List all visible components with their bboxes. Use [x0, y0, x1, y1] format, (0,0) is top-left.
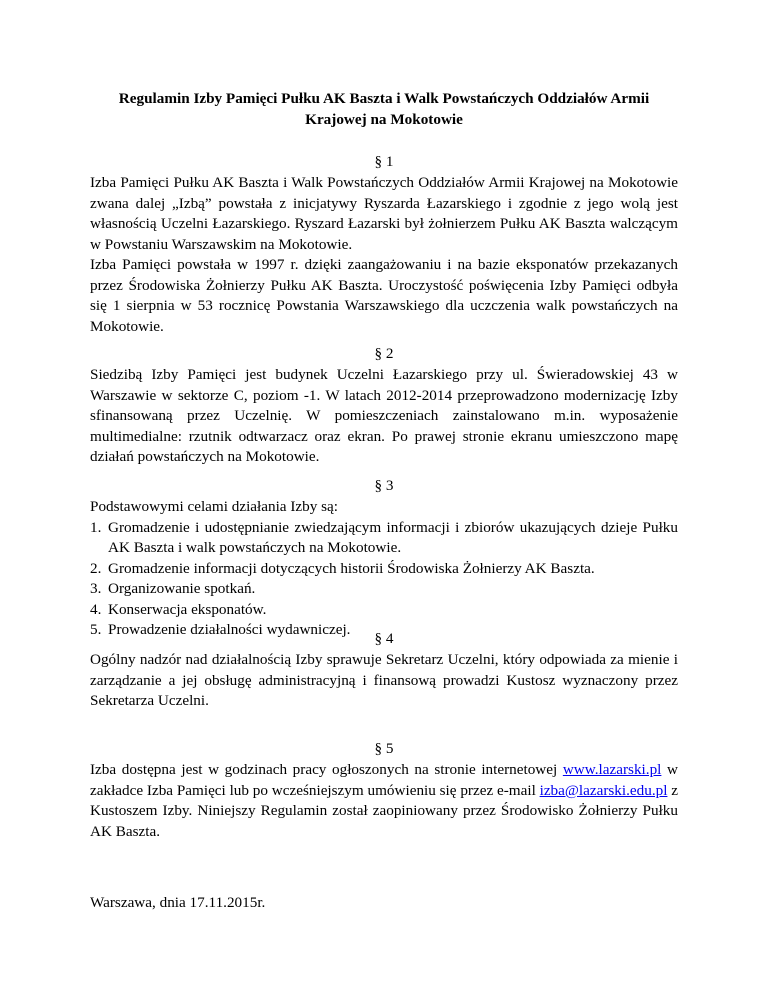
section-3-intro: Podstawowymi celami działania Izby są: — [90, 498, 338, 515]
section-2-heading: § 2 — [374, 345, 394, 362]
section-5-body — [90, 760, 678, 842]
list-item: 1. Gromadzenie i udostępnianie zwiedzającym informacji i zbiorów ukazujących dzieje Pułku AK Baszta i walk powstańczych na Mokotowie. — [90, 518, 678, 556]
list-item: 5. Prowadzenie działalności wydawniczej. — [90, 621, 351, 638]
list-item: 3. Organizowanie spotkań. — [90, 580, 256, 597]
list-item: 4. Konserwacja eksponatów. — [90, 600, 267, 618]
goals-list — [90, 518, 678, 641]
section-4-heading: § 4 — [374, 630, 394, 647]
section-1-heading: § 1 — [374, 153, 394, 170]
section-2-body — [90, 365, 678, 468]
document-title — [90, 89, 678, 130]
section-4-paragraph-1: Ogólny nadzór nad działalnością Izby sprawuje Sekretarz Uczelni, który odpowiada za mienie i zarządzanie a jej obsługę administracyjną i finansową prowadzi Kustosz wyznaczony przez Sekretarza Uczelni. — [90, 651, 678, 709]
section-5-heading: § 5 — [374, 740, 394, 757]
section-1-paragraph-1: Izba Pamięci Pułku AK Baszta i Walk Powstańczych Oddziałów Armii Krajowej na Mokotowie zwana dalej „Izbą” powstała z inicjatywy Ryszarda Łazarskiego i zgodnie z jego wolą jest własnością Uczelni Łazarskiego. Ryszard Łazarski był żołnierzem Pułku AK Baszta walczącym w Powstaniu Warszawskim na Mokotowie. — [90, 174, 678, 253]
section-4-body — [90, 650, 678, 712]
section-2-paragraph-1: Siedzibą Izby Pamięci jest budynek Uczelni Łazarskiego przy ul. Świeradowskiej 43 w Warszawie w sektorze C, poziom -1. W latach 2012-2014 przeprowadzono modernizację Izby sfinansowaną przez Uczelnię. W pomieszczeniach zainstalowano m.in. wyposażenie multimedialne: rzutnik odtwarzacz oraz ekran. Po prawej stronie ekranu umieszczono mapę działań powstańczych na Mokotowie. — [90, 366, 678, 465]
section-5-paragraph-1: Izba dostępna jest w godzinach pracy ogłoszonych na stronie internetowej www.lazarski.pl w zakładce Izba Pamięci lub po wcześniejszym umówieniu się przez e-mail izba@lazarski.edu.pl z Kustoszem Izby. Niniejszy Regulamin został zaopiniowany przez Środowisko Żołnierzy Pułku AK Baszta. — [90, 761, 678, 840]
title-line-2: Krajowej na Mokotowie — [305, 110, 463, 128]
email-link[interactable]: izba@lazarski.edu.pl — [539, 781, 668, 799]
website-link[interactable]: www.lazarski.pl — [562, 761, 662, 778]
section-1-body — [90, 173, 678, 337]
list-item: 2. Gromadzenie informacji dotyczących historii Środowiska Żołnierzy AK Baszta. — [90, 559, 595, 577]
section-3-body — [90, 497, 678, 641]
section-3-heading: § 3 — [374, 477, 394, 494]
title-line-1: Regulamin Izby Pamięci Pułku AK Baszta i Walk Powstańczych Oddziałów Armii — [118, 90, 650, 107]
document-date: Warszawa, dnia 17.11.2015r. — [90, 894, 266, 911]
section-1-paragraph-2: Izba Pamięci powstała w 1997 r. dzięki zaangażowaniu i na bazie eksponatów przekazanych przez Środowiska Żołnierzy Pułku AK Baszta. Uroczystość poświęcenia Izby Pamięci odbyła się 1 sierpnia w 53 rocznicę Powstania Warszawskiego dla uczczenia walk powstańczych na Mokotowie. — [90, 256, 678, 335]
